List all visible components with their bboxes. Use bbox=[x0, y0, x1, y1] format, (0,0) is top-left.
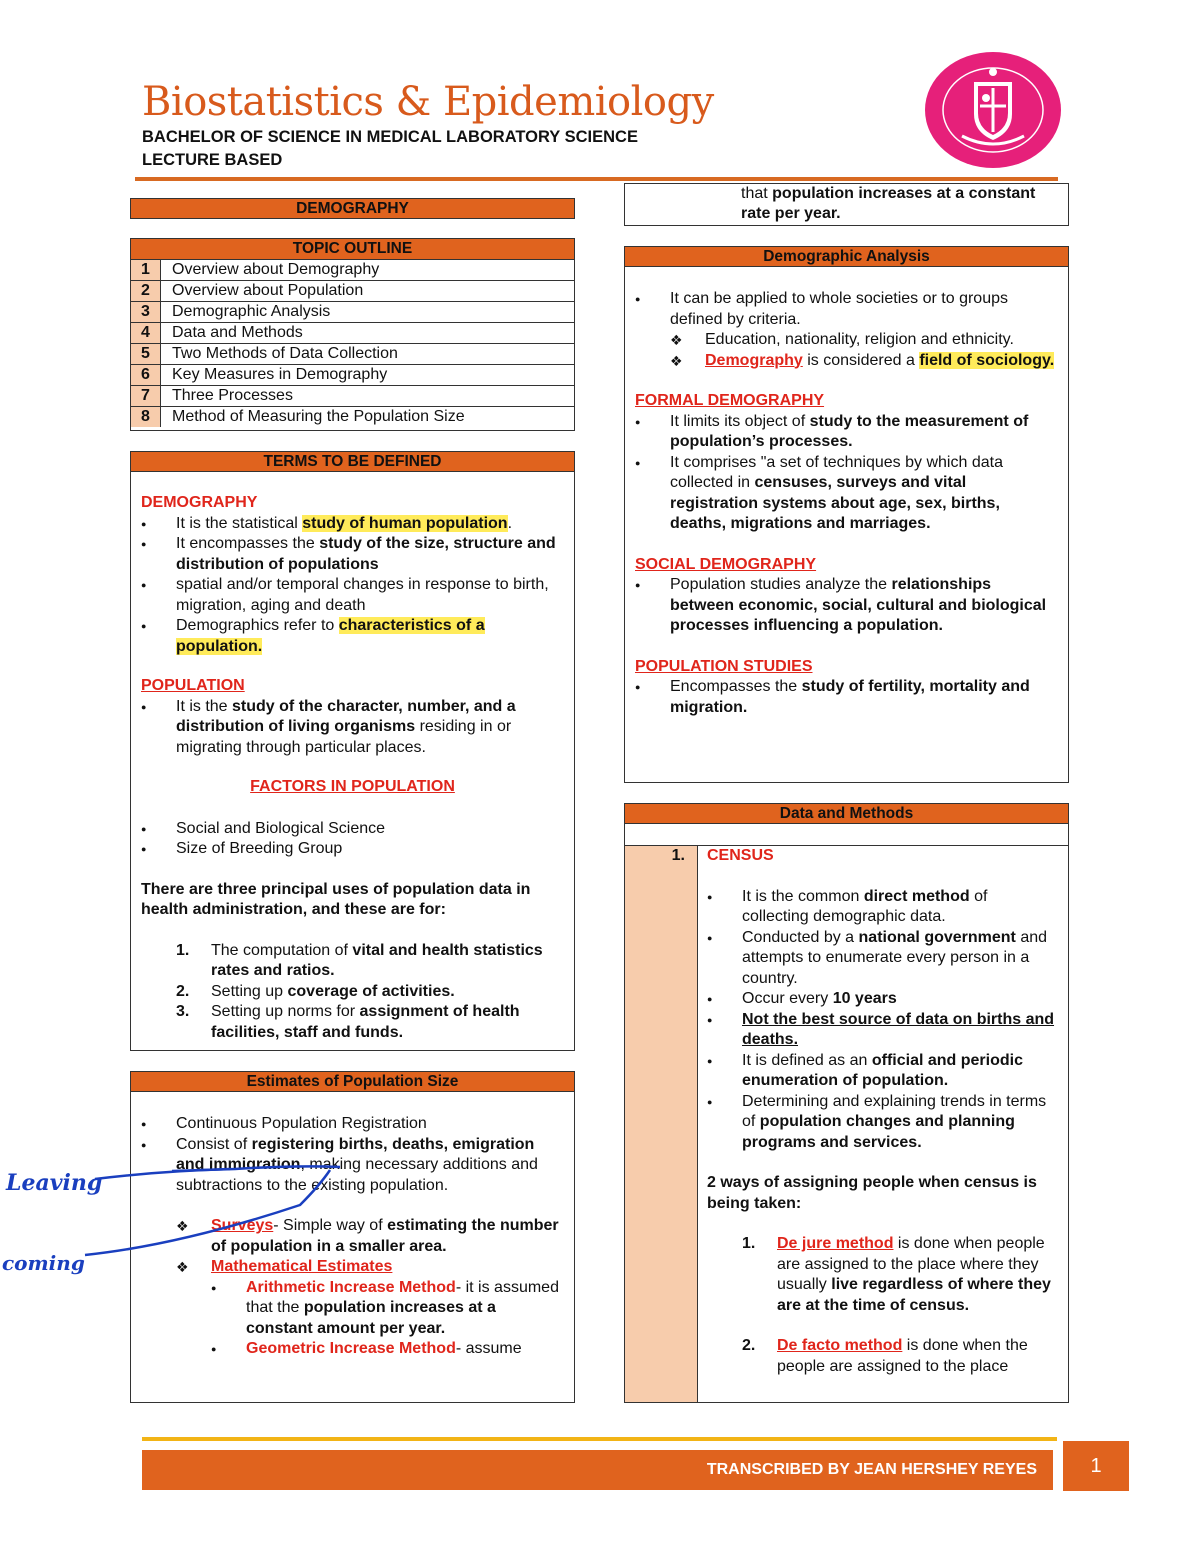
list-item: 2. Setting up coverage of activities. bbox=[176, 982, 455, 1000]
program-subtitle: BACHELOR OF SCIENCE IN MEDICAL LABORATORY SCIENCE bbox=[142, 128, 638, 146]
list-item: 2. De facto method is done when the people are assigned to the place bbox=[742, 1337, 1028, 1375]
list-item: 3. Setting up norms for assignment of health facilities, staff and funds. bbox=[176, 1003, 520, 1041]
table-row: 7 Three Processes bbox=[131, 385, 574, 406]
data-methods-title: Data and Methods bbox=[625, 804, 1068, 824]
social-demography-heading: SOCIAL DEMOGRAPHY bbox=[635, 555, 817, 573]
list-item: ● Population studies analyze the relationships between economic, social, cultural and biological processes influencing a population. bbox=[635, 575, 1058, 637]
list-item: ● It can be applied to whole societies or to groups defined by criteria. bbox=[635, 289, 1058, 330]
handwritten-annotation bbox=[0, 1145, 420, 1285]
list-item: ● Encompasses the study of fertility, mortality and migration. bbox=[635, 677, 1058, 718]
topic-outline-table bbox=[130, 238, 575, 431]
footer-rule bbox=[142, 1437, 1057, 1441]
document-title: Biostatistics & Epidemiology bbox=[142, 79, 714, 125]
demographic-analysis-box bbox=[624, 246, 1069, 783]
census-number: 1. bbox=[625, 846, 698, 1403]
list-item: 1. De jure method is done when people are assigned to the place where they usually live regardless of where they are at the time of census. bbox=[742, 1235, 1051, 1314]
analysis-title: Demographic Analysis bbox=[625, 247, 1068, 267]
list-item: ● spatial and/or temporal changes in response to birth, migration, aging and death bbox=[141, 575, 564, 616]
population-studies-heading: POPULATION STUDIES bbox=[635, 657, 813, 675]
list-item: ❖ Demography is considered a field of sociology. bbox=[670, 351, 1058, 372]
list-item: ● Geometric Increase Method- assume bbox=[211, 1339, 564, 1360]
table-row: 5 Two Methods of Data Collection bbox=[131, 343, 574, 364]
demography-section-header: DEMOGRAPHY bbox=[130, 198, 575, 219]
estimates-title: Estimates of Population Size bbox=[131, 1072, 574, 1092]
header-rule bbox=[135, 177, 1058, 181]
list-item: ● It is the statistical study of human population. bbox=[141, 514, 564, 535]
university-seal-icon bbox=[912, 48, 1074, 173]
data-and-methods-box bbox=[624, 803, 1069, 1403]
demography-heading: DEMOGRAPHY bbox=[141, 494, 258, 511]
topic-outline-title: TOPIC OUTLINE bbox=[131, 239, 574, 259]
continued-text: that population increases at a constant rate per year. bbox=[741, 185, 1036, 222]
list-item: ● It encompasses the study of the size, structure and distribution of populations bbox=[141, 534, 564, 575]
table-row: 8 Method of Measuring the Population Size bbox=[131, 406, 574, 427]
list-item: ● Size of Breeding Group bbox=[141, 839, 564, 860]
terms-title: TERMS TO BE DEFINED bbox=[131, 452, 574, 472]
handwritten-coming: coming bbox=[2, 1251, 85, 1275]
census-ways-intro: 2 ways of assigning people when census is being taken: bbox=[707, 1174, 1037, 1212]
list-item: ● Not the best source of data on births and deaths. bbox=[707, 1010, 1058, 1051]
table-row: 2 Overview about Population bbox=[131, 280, 574, 301]
list-item: ● Arithmetic Increase Method- it is assumed that the population increases at a constant amount per year. bbox=[211, 1278, 564, 1340]
list-item: ● It is the common direct method of collecting demographic data. bbox=[707, 887, 1058, 928]
list-item: ● It comprises "a set of techniques by which data collected in censuses, surveys and vital registration systems about age, sex, births, deaths, migrations and marriages. bbox=[635, 453, 1058, 535]
list-item: ● It limits its object of study to the measurement of population’s processes. bbox=[635, 412, 1058, 453]
table-row: 6 Key Measures in Demography bbox=[131, 364, 574, 385]
list-item: ● Conducted by a national government and attempts to enumerate every person in a country. bbox=[707, 928, 1058, 990]
list-item: ● Social and Biological Science bbox=[141, 819, 564, 840]
page-number: 1 bbox=[1063, 1441, 1129, 1491]
footer-credit: TRANSCRIBED BY JEAN HERSHEY REYES bbox=[142, 1450, 1053, 1490]
table-row: 3 Demographic Analysis bbox=[131, 301, 574, 322]
table-row: 4 Data and Methods bbox=[131, 322, 574, 343]
table-row: 1 Overview about Demography bbox=[131, 259, 574, 280]
list-item: 1. The computation of vital and health statistics rates and ratios. bbox=[176, 941, 543, 979]
list-item: ● Demographics refer to characteristics of a population. bbox=[141, 616, 564, 657]
continued-box bbox=[624, 183, 1069, 226]
list-item: ❖ Surveys- Simple way of estimating the number of population in a smaller area. bbox=[176, 1216, 564, 1257]
census-heading: CENSUS bbox=[707, 847, 774, 864]
list-item: ● It is defined as an official and periodic enumeration of population. bbox=[707, 1051, 1058, 1092]
uses-intro: There are three principal uses of population data in health administration, and these are for: bbox=[141, 880, 531, 918]
list-item: ● Occur every 10 years bbox=[707, 989, 1058, 1010]
population-heading: POPULATION bbox=[141, 677, 245, 694]
list-item: ● Continuous Population Registration bbox=[141, 1114, 564, 1135]
list-item: ❖ Mathematical Estimates bbox=[176, 1257, 564, 1278]
list-item: ❖ Education, nationality, religion and ethnicity. bbox=[670, 330, 1058, 351]
factors-heading: FACTORS IN POPULATION bbox=[250, 778, 455, 795]
list-item: ● Consist of registering births, deaths, emigration and immigration, making necessary additions and subtractions to the existing population. bbox=[141, 1135, 564, 1197]
terms-to-be-defined-box bbox=[130, 451, 575, 1051]
list-item: ● It is the study of the character, number, and a distribution of living organisms residing in or migrating through particular places. bbox=[141, 697, 564, 759]
lecture-subtitle: LECTURE BASED bbox=[142, 151, 283, 169]
handwritten-leaving: Leaving bbox=[6, 1170, 103, 1196]
list-item: ● Determining and explaining trends in terms of population changes and planning programs and services. bbox=[707, 1092, 1058, 1154]
formal-demography-heading: FORMAL DEMOGRAPHY bbox=[635, 392, 825, 409]
